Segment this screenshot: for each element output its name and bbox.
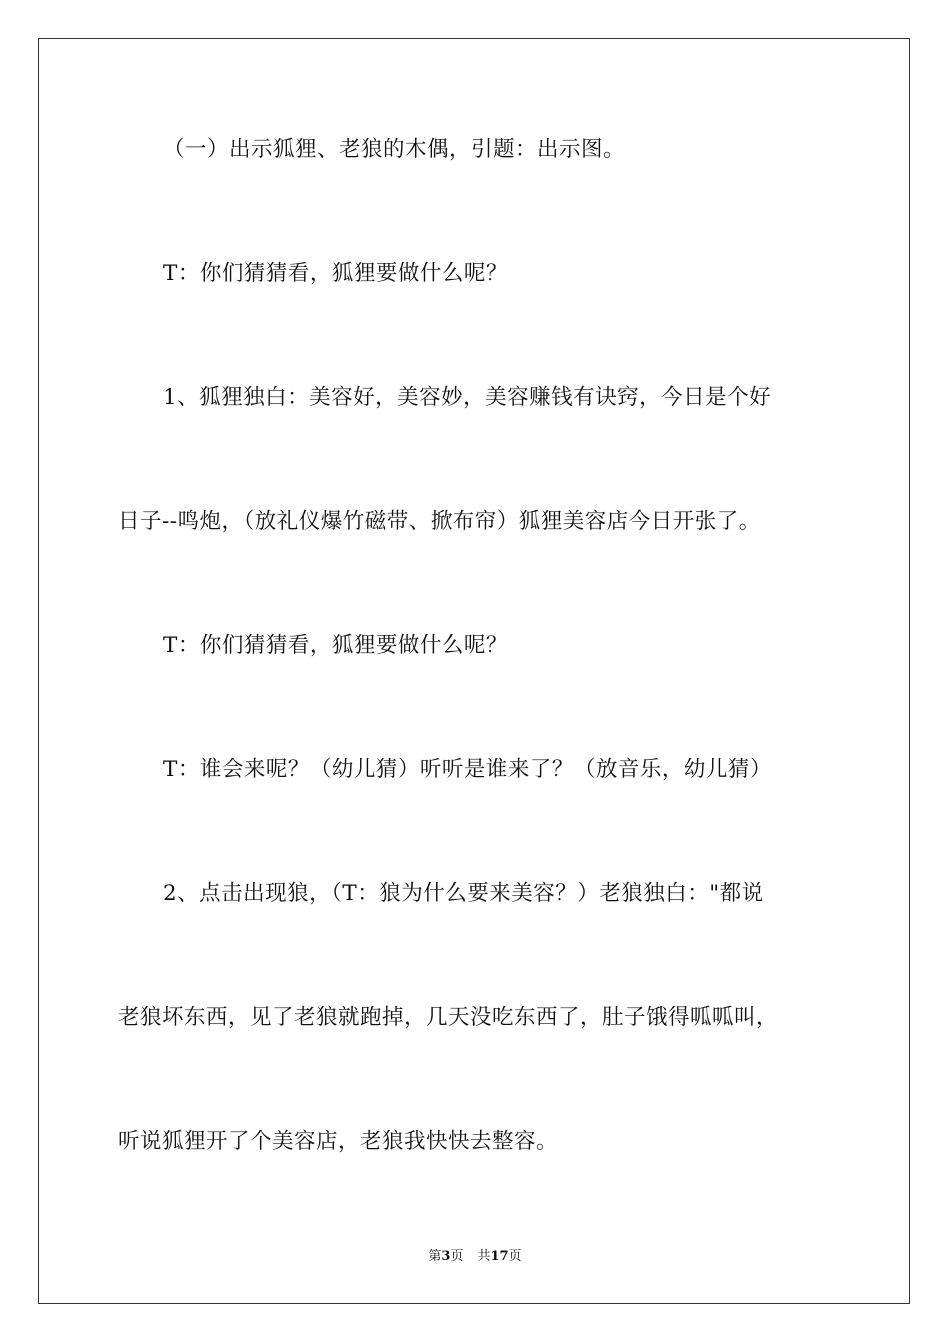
total-unit: 页 — [508, 1249, 522, 1264]
page-border — [38, 38, 910, 1304]
page-unit: 页 — [450, 1249, 464, 1264]
paragraph-1: （一）出示狐狸、老狼的木偶，引题：出示图。 — [163, 137, 626, 162]
paragraph-6-continued-1: 老狼坏东西，见了老狼就跑掉，几天没吃东西了，肚子饿得呱呱叫， — [118, 1005, 779, 1030]
page-prefix: 第 — [428, 1249, 442, 1264]
total-page-number: 17 — [490, 1249, 509, 1264]
paragraph-6-continued-2: 听说狐狸开了个美容店，老狼我快快去整容。 — [118, 1129, 559, 1154]
paragraph-3: 1、狐狸独白：美容好，美容妙，美容赚钱有诀窍，今日是个好 — [163, 385, 772, 410]
current-page-number: 3 — [441, 1249, 451, 1264]
paragraph-3-continued: 日子--鸣炮，（放礼仪爆竹磁带、掀布帘）狐狸美容店今日开张了。 — [118, 509, 761, 534]
paragraph-4: T：你们猜猜看，狐狸要做什么呢？ — [163, 633, 508, 658]
page-footer — [0, 1248, 950, 1266]
total-prefix: 共 — [477, 1249, 491, 1264]
paragraph-6: 2、点击出现狼，（T：狼为什么要来美容？）老狼独白："都说 — [163, 881, 764, 906]
paragraph-2: T：你们猜猜看，狐狸要做什么呢？ — [163, 261, 508, 286]
paragraph-5: T：谁会来呢？（幼儿猜）听听是谁来了？（放音乐，幼儿猜） — [163, 757, 772, 782]
